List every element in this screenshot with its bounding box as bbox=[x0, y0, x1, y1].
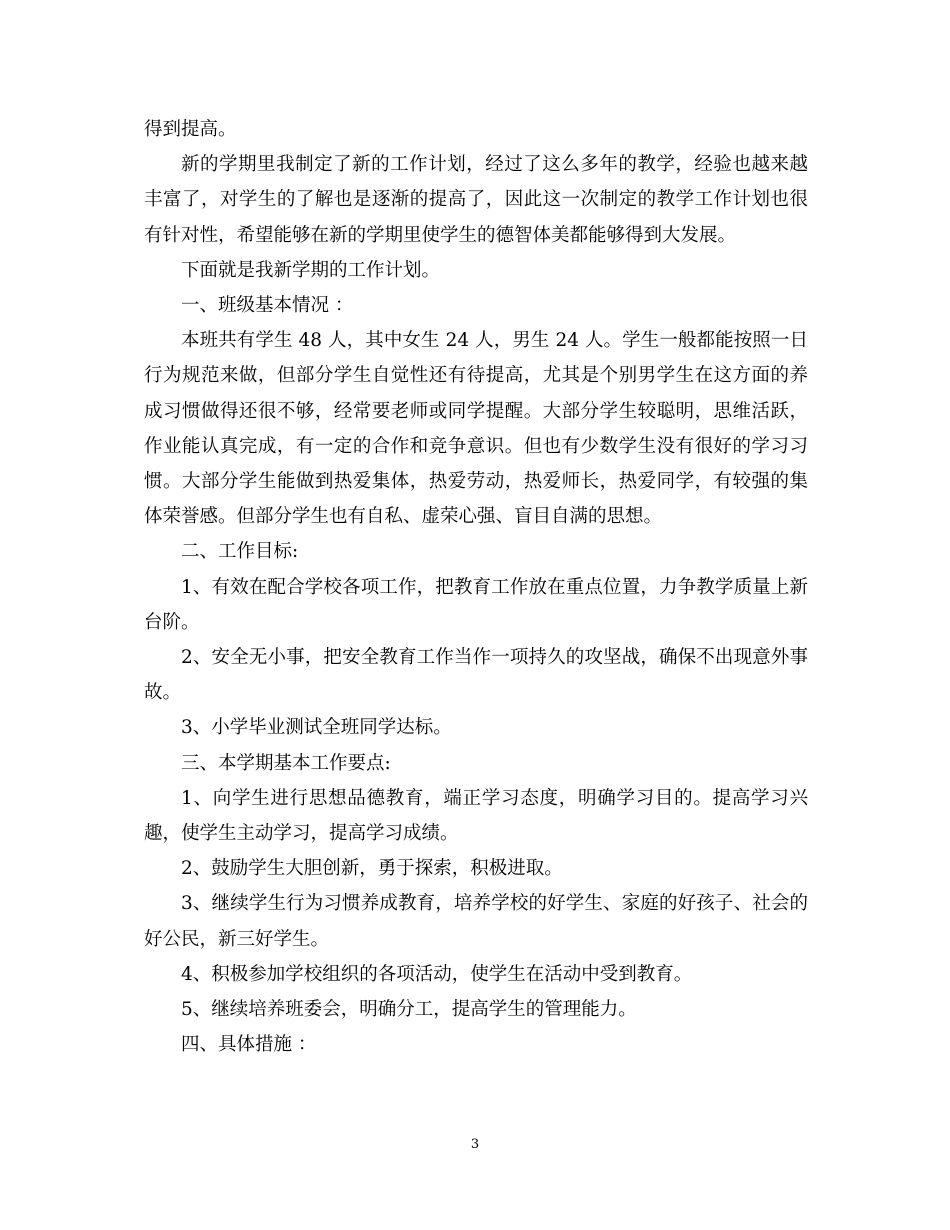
list-item: 1、有效在配合学校各项工作，把教育工作放在重点位置，力争教学质量上新台阶。 bbox=[144, 576, 808, 633]
section-heading: 一、班级基本情况 ： bbox=[181, 295, 354, 317]
paragraph: 本班共有学生 48 人，其中女生 24 人，男生 24 人。学生一般都能按照一日行为规范来做，但部分学生自觉性还有待提高，尤其是个别男学生在这方面的养成习惯做得还很不够，经常要老师或同学提醒。大部分学生较聪明，思维活跃，作业能认真完成，有一定的合作和竞争意识。但也有少数学生没有很好的学习习惯。大部分学生能做到热爱集体，热爱劳动，热爱师长，热爱同学，有较强的集体荣誉感。但部分学生也有自私、虚荣心强、盲目自满的思想。 bbox=[144, 330, 808, 528]
list-item: 2、安全无小事，把安全教育工作当作一项持久的攻坚战，确保不出现意外事故。 bbox=[144, 647, 808, 704]
list-item: 5、继续培养班委会，明确分工，提高学生的管理能力。 bbox=[181, 999, 637, 1021]
section-heading: 三、本学期基本工作要点: bbox=[181, 752, 391, 774]
page-number: 3 bbox=[470, 1137, 480, 1152]
paragraph: 下面就是我新学期的工作计划。 bbox=[181, 259, 441, 281]
document-body bbox=[144, 112, 808, 1062]
paragraph: 新的学期里我制定了新的工作计划，经过了这么多年的教学，经验也越来越丰富了，对学生的了解也是逐渐的提高了，因此这一次制定的教学工作计划也很有针对性，希望能够在新的学期里使学生的德智体美都能够得到大发展。 bbox=[144, 154, 808, 246]
list-item: 2、鼓励学生大胆创新，勇于探索，积极进取。 bbox=[181, 858, 563, 880]
section-heading: 四、具体措施 ： bbox=[181, 1034, 317, 1056]
paragraph: 得到提高。 bbox=[144, 119, 237, 140]
list-item: 3、继续学生行为习惯养成教育，培养学校的好学生、家庭的好孩子、社会的好公民，新三好学生。 bbox=[144, 893, 808, 950]
list-item: 4、积极参加学校组织的各项活动，使学生在活动中受到教育。 bbox=[181, 963, 693, 985]
list-item: 3、小学毕业测试全班同学达标。 bbox=[181, 717, 452, 739]
section-heading: 二、工作目标: bbox=[181, 541, 299, 563]
list-item: 1、向学生进行思想品德教育，端正学习态度，明确学习目的。提高学习兴趣，使学生主动学习，提高学习成绩。 bbox=[144, 787, 808, 845]
